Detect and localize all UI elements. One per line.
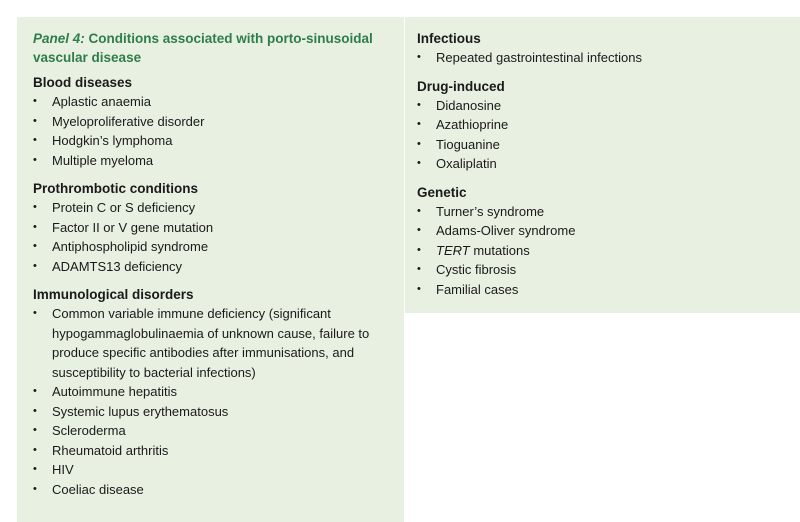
condition-list: [417, 202, 788, 300]
list-item: [417, 115, 788, 135]
list-item: [33, 92, 392, 112]
bullet-icon: •: [33, 385, 37, 397]
list-item: [417, 48, 788, 68]
section-genetic: [417, 183, 788, 300]
list-item-text: Didanosine: [436, 97, 502, 113]
list-item-text: Hodgkin’s lymphoma: [52, 133, 173, 148]
list-item: [33, 131, 392, 151]
right-sections: [417, 29, 788, 299]
section-blood-diseases: [33, 73, 392, 170]
bullet-icon: •: [33, 463, 37, 475]
list-item-text: Adams-Oliver syndrome: [436, 223, 576, 238]
list-item: [33, 218, 392, 238]
bullet-icon: •: [417, 118, 421, 130]
section-heading: Immunological disorders: [33, 287, 194, 302]
list-item: [33, 460, 392, 480]
list-item-text: Oxaliplatin: [436, 156, 497, 171]
panel-title-text: Conditions associated with porto-sinusoidal vascular disease: [33, 31, 373, 65]
list-item: [417, 96, 788, 116]
list-item-text: Turner’s syndrome: [436, 203, 545, 219]
list-item-text: Scleroderma: [52, 423, 126, 438]
panel-box: [17, 17, 800, 522]
list-item: [417, 260, 788, 280]
list-item: [33, 112, 392, 132]
list-item-text: Rheumatoid arthritis: [52, 442, 169, 458]
bullet-icon: •: [33, 95, 37, 107]
list-item: [33, 382, 392, 402]
list-item-text: Myeloproliferative disorder: [52, 113, 205, 129]
list-item-text: Antiphospholipid syndrome: [52, 239, 209, 254]
list-item: [417, 221, 788, 241]
condition-list: [33, 304, 392, 499]
list-item-text: Factor II or V gene mutation: [52, 219, 214, 235]
bullet-icon: •: [33, 424, 37, 436]
section-heading: Infectious: [417, 31, 481, 46]
list-item: [417, 135, 788, 155]
list-item: [33, 257, 392, 277]
panel-left-column: [17, 17, 404, 522]
list-item: [417, 241, 788, 261]
bullet-icon: •: [417, 51, 421, 63]
list-item-text: Familial cases: [436, 281, 519, 297]
list-item: [417, 280, 788, 300]
list-item: [417, 202, 788, 222]
condition-list: [33, 92, 392, 170]
bullet-icon: •: [33, 240, 37, 252]
bullet-icon: •: [33, 201, 37, 213]
bullet-icon: •: [417, 98, 421, 111]
bullet-icon: •: [33, 220, 37, 233]
section-heading: Genetic: [417, 184, 467, 200]
list-item: [33, 198, 392, 218]
condition-list: [417, 96, 788, 174]
list-item-text: Autoimmune hepatitis: [52, 384, 178, 399]
left-sections: [33, 73, 392, 499]
section-immunological-disorders: [33, 285, 392, 499]
bullet-icon: •: [417, 137, 421, 150]
list-item-text: Protein C or S deficiency: [52, 200, 196, 215]
list-item: [33, 480, 392, 500]
bullet-icon: •: [33, 134, 37, 146]
section-heading: Drug-induced: [417, 78, 505, 94]
list-item-text: HIV: [52, 462, 74, 477]
bullet-icon: •: [33, 114, 37, 127]
bullet-icon: •: [33, 153, 37, 166]
bullet-icon: •: [33, 307, 37, 319]
list-item-text: Common variable immune deficiency (significant hypogammaglobulinaemia of unknown cause, failure to produce specific antibodies after immunisations, and susceptibility to bacterial infections): [52, 306, 370, 380]
section-prothrombotic-conditions: [33, 179, 392, 276]
list-item-text: Azathioprine: [436, 117, 509, 132]
list-item: [417, 154, 788, 174]
condition-list: [417, 48, 788, 68]
section-infectious: [417, 29, 788, 68]
panel-right-column: [405, 17, 800, 313]
panel-label: Panel 4:: [33, 31, 85, 46]
bullet-icon: •: [417, 224, 421, 236]
bullet-icon: •: [33, 404, 37, 417]
bullet-icon: •: [417, 157, 421, 169]
list-item-text: ADAMTS13 deficiency: [52, 258, 183, 274]
bullet-icon: •: [417, 243, 421, 256]
list-item: [33, 441, 392, 461]
bullet-icon: •: [417, 204, 421, 217]
section-heading: Blood diseases: [33, 75, 133, 90]
list-item-text: Cystic fibrosis: [436, 262, 517, 277]
list-item-text: Tioguanine: [436, 136, 500, 152]
list-item-text: Systemic lupus erythematosus: [52, 403, 229, 419]
bullet-icon: •: [33, 259, 37, 272]
list-item: [33, 421, 392, 441]
bullet-icon: •: [33, 443, 37, 456]
list-item-text: Multiple myeloma: [52, 152, 154, 168]
panel-title: [33, 29, 392, 67]
list-item: [33, 402, 392, 422]
bullet-icon: •: [33, 482, 37, 495]
section-drug-induced: [417, 77, 788, 174]
list-item-text: Coeliac disease: [52, 481, 144, 497]
bullet-icon: •: [417, 263, 421, 275]
list-item: [33, 237, 392, 257]
list-item-text: Repeated gastrointestinal infections: [436, 50, 642, 65]
bullet-icon: •: [417, 282, 421, 295]
list-item: [33, 151, 392, 171]
list-item-text: Aplastic anaemia: [52, 94, 151, 109]
gene-name: TERT: [436, 242, 470, 258]
section-heading: Prothrombotic conditions: [33, 181, 198, 196]
list-item: [33, 304, 392, 382]
list-item-text: mutations: [469, 242, 530, 258]
condition-list: [33, 198, 392, 276]
